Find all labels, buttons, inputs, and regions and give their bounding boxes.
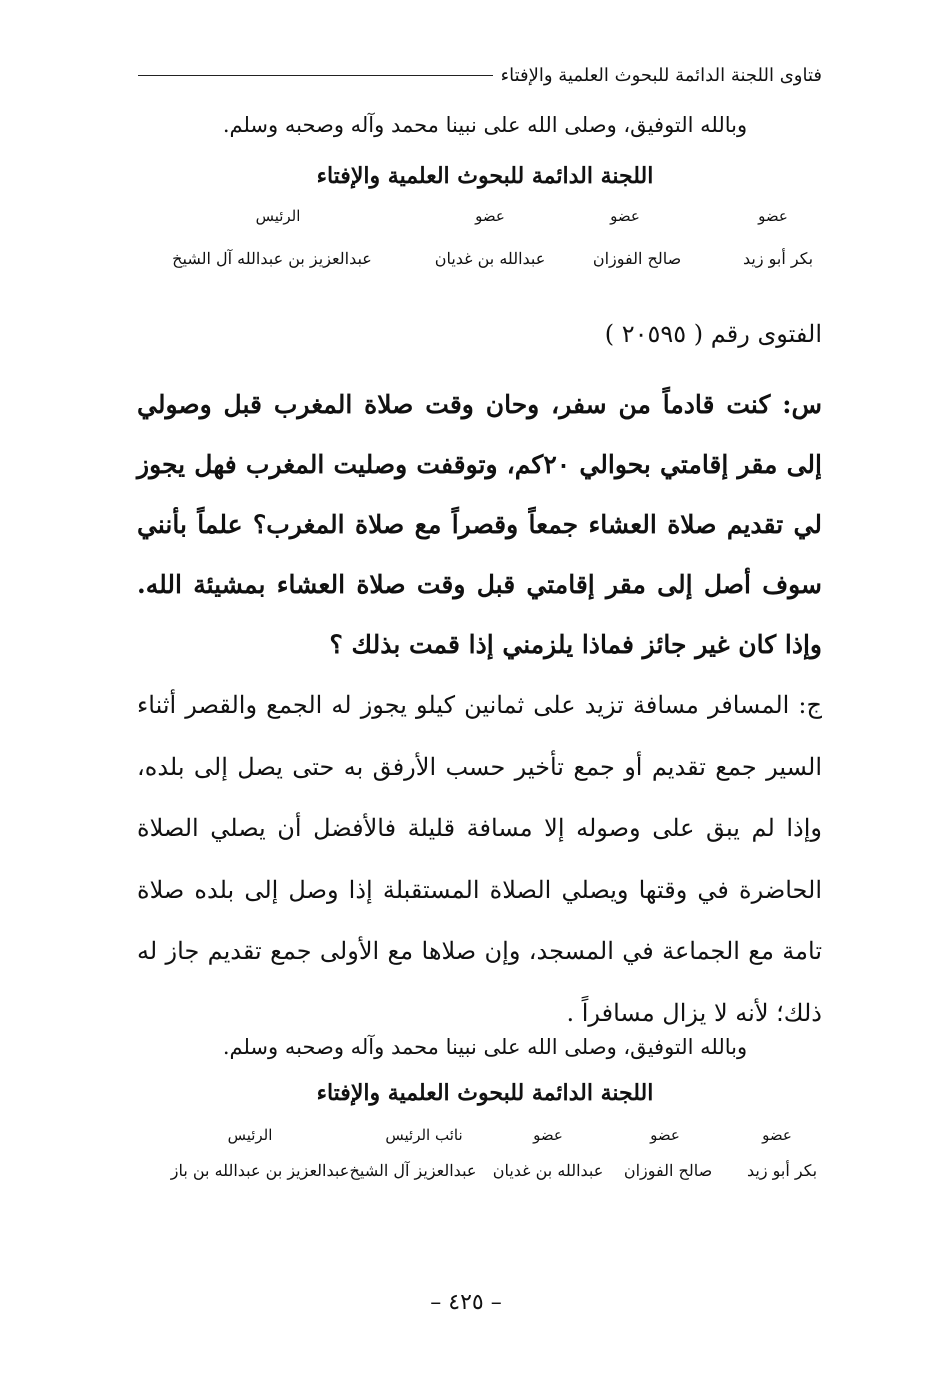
signatory-names-1 (140, 249, 820, 273)
signatory-titles-2 (140, 1126, 820, 1150)
signatory-name: بكر أبو زيد (742, 249, 814, 268)
signatory-name: صالح الفوزان (592, 249, 682, 268)
fatwa-number: الفتوى رقم ( ٢٠٥٩٥ ) (604, 320, 822, 348)
page-number: – ٤٢٥ – (430, 1290, 502, 1315)
signatory-title: الرئيس (227, 1126, 273, 1144)
signatory-title: عضو (475, 207, 505, 225)
signatory-name: عبدالعزيز آل الشيخ (349, 1161, 477, 1180)
signatory-name: عبدالله بن غديان (434, 249, 546, 268)
signatory-title: عضو (533, 1126, 563, 1144)
signatory-names-2 (140, 1161, 820, 1185)
signatory-name: عبدالعزيز بن عبدالله بن باز (170, 1161, 350, 1180)
signatory-title: عضو (758, 207, 788, 225)
signatory-title: نائب الرئيس (385, 1126, 463, 1144)
running-header-title: فتاوى اللجنة الدائمة للبحوث العلمية والإفتاء (500, 64, 822, 86)
closing-prayer-1: وبالله التوفيق، وصلى الله على نبينا محمد وآله وصحبه وسلم. (222, 113, 748, 137)
signatory-title: الرئيس (255, 207, 301, 225)
signatory-titles-1 (140, 207, 820, 231)
signatory-title: عضو (762, 1126, 792, 1144)
answer-text: ج: المسافر مسافة تزيد على ثمانين كيلو يجوز له الجمع والقصر أثناء السير جمع تقديم أو جمع تأخير حسب الأرفق به حتى يصل إلى بلده، وإذا لم يبق على وصوله إلا مسافة قليلة فالأفضل أن يصلي الصلاة الحاضرة في وقتها ويصلي الصلاة المستقبلة إذا وصل إلى بلده صلاة تامة مع الجماعة في المسجد، وإن صلاها مع الأولى جمع تقديم جاز له ذلك؛ لأنه لا يزال مسافراً . (137, 691, 822, 1027)
question-text: س: كنت قادماً من سفر، وحان وقت صلاة المغرب قبل وصولي إلى مقر إقامتي بحوالي ٢٠كم، وتوقفت وصليت المغرب فهل يجوز لي تقديم صلاة العشاء جمعاً وقصراً مع صلاة المغرب؟ علماً بأنني سوف أصل إلى مقر إقامتي قبل وقت صلاة العشاء بمشيئة الله. وإذا كان غير جائز فماذا يلزمني إذا قمت بذلك ؟ (137, 390, 822, 659)
signatory-title: عضو (650, 1126, 680, 1144)
committee-name-1: اللجنة الدائمة للبحوث العلمية والإفتاء (316, 163, 654, 189)
signatory-name: بكر أبو زيد (746, 1161, 818, 1180)
signatory-name: عبدالعزيز بن عبدالله آل الشيخ (172, 249, 372, 268)
committee-name-2: اللجنة الدائمة للبحوث العلمية والإفتاء (316, 1080, 654, 1106)
signatory-name: عبدالله بن غديان (492, 1161, 604, 1180)
signatory-title: عضو (610, 207, 640, 225)
header-rule (138, 75, 493, 76)
signatory-name: صالح الفوزان (623, 1161, 713, 1180)
running-header (138, 60, 822, 90)
closing-prayer-2: وبالله التوفيق، وصلى الله على نبينا محمد وآله وصحبه وسلم. (222, 1035, 748, 1059)
